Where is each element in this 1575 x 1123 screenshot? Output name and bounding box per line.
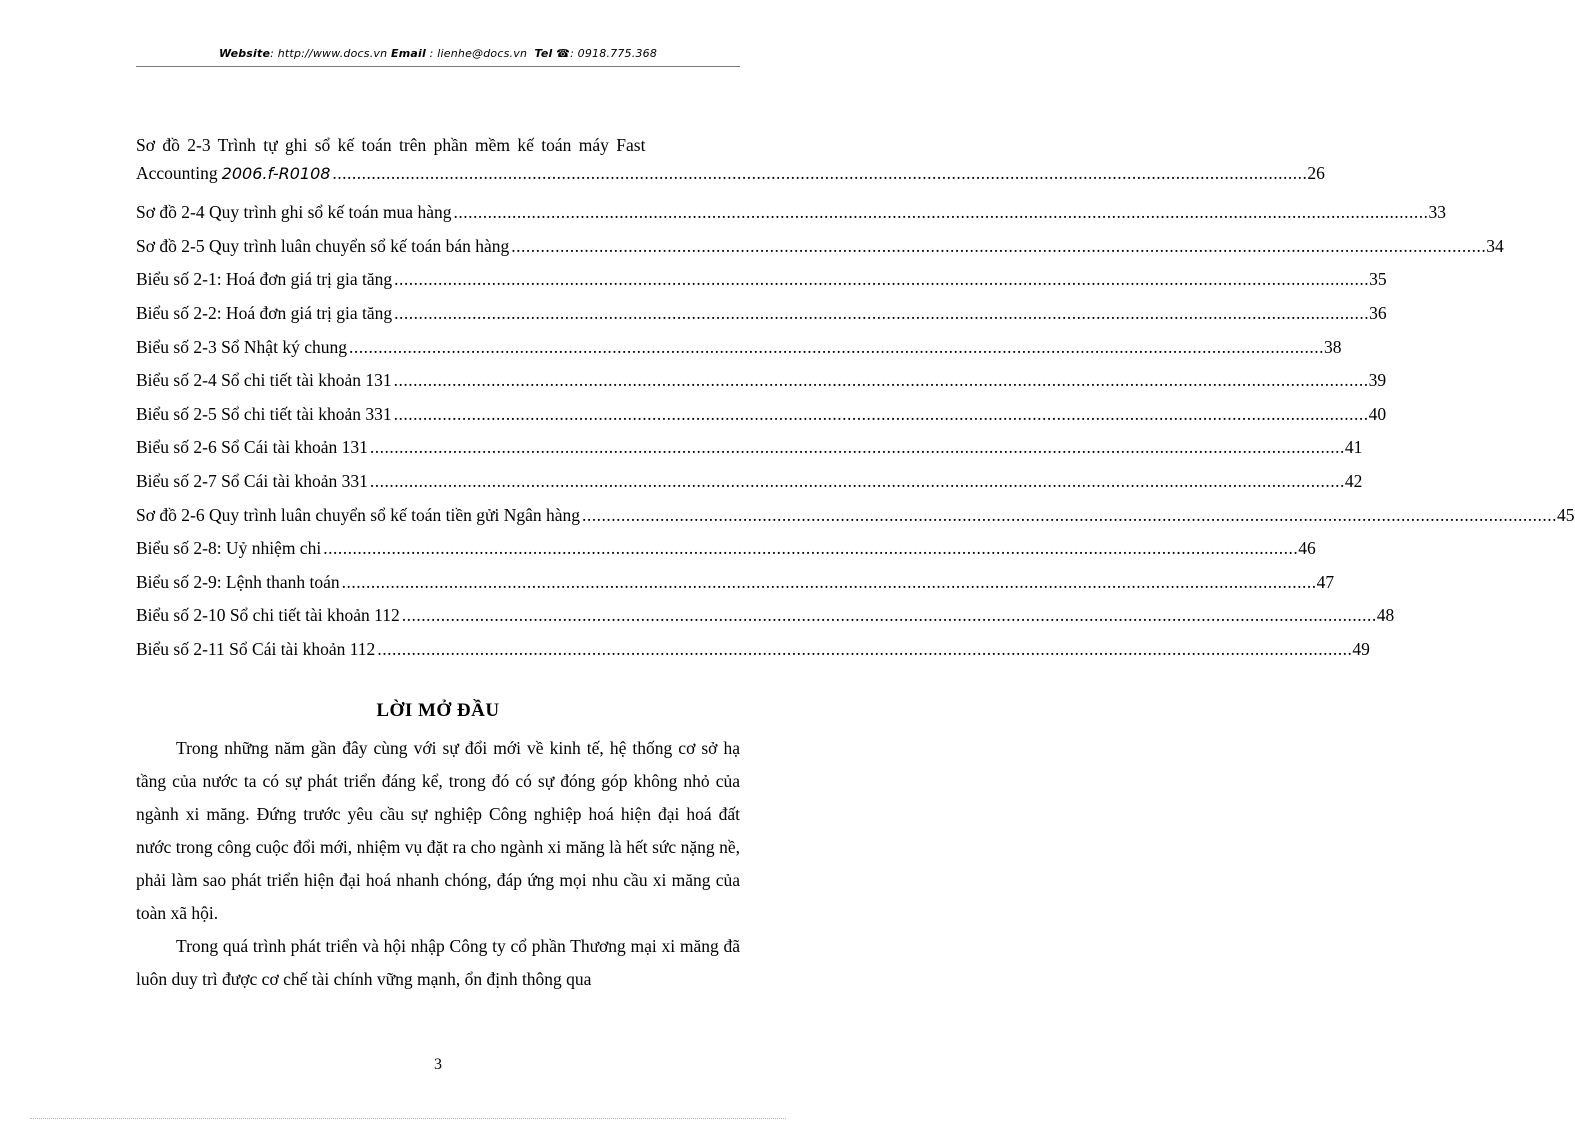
toc-entry (136, 400, 1387, 434)
toc-entry-page: 42 (1344, 470, 1363, 491)
page-header (136, 47, 740, 60)
toc-leader-dots: ........................................................................................................................................................................................................ (332, 163, 1308, 183)
toc-entry-page: 41 (1344, 437, 1363, 458)
section-title: LỜI MỞ ĐẦU (376, 700, 500, 721)
tel-value: : 0918.775.368 (570, 47, 658, 60)
toc-entry-page: 35 (1369, 269, 1387, 290)
toc-entry-label: Biểu số 2-4 Sổ chi tiết tài khoản 131 (136, 370, 392, 391)
toc-entry-label: Biểu số 2-7 Sổ Cái tài khoản 331 (136, 470, 368, 491)
toc-leader-dots: ........................................................................................................................................................................................................ (323, 538, 1299, 559)
toc-entry (136, 265, 1387, 299)
header-divider (136, 66, 740, 67)
page-number: 3 (434, 1056, 442, 1073)
toc-entry-label: Biểu số 2-3 Sổ Nhật ký chung (136, 336, 347, 357)
toc-entry (136, 534, 1316, 568)
toc-entry-page: 45 (1557, 504, 1575, 525)
toc-leader-dots: ........................................................................................................................................................................................................ (393, 403, 1369, 424)
toc-entry-label: Biểu số 2-10 Sổ chi tiết tài khoản 112 (136, 605, 400, 626)
toc-leader-dots: ........................................................................................................................................................................................................ (348, 336, 1324, 357)
toc-entry-page: 46 (1298, 538, 1316, 559)
toc-entry-label-line2: Accounting (136, 163, 218, 183)
toc-entry (136, 198, 1446, 232)
toc-leader-dots: ........................................................................................................................................................................................................ (394, 302, 1370, 323)
toc-entry (136, 601, 1395, 635)
phone-icon: ☎ (556, 47, 571, 60)
toc-entry-label: Sơ đồ 2-4 Quy trình ghi sổ kế toán mua hàng (136, 202, 452, 223)
toc-leader-dots: ........................................................................................................................................................................................................ (369, 437, 1345, 458)
toc-entry (136, 635, 1370, 669)
toc-leader-dots: ........................................................................................................................................................................................................ (377, 638, 1353, 659)
toc-entry (136, 568, 1335, 602)
website-value: : http://www.docs.vn (270, 47, 388, 60)
toc-entry-label: Biểu số 2-5 Sổ chi tiết tài khoản 331 (136, 403, 392, 424)
toc-entry-label: Biểu số 2-1: Hoá đơn giá trị gia tăng (136, 269, 393, 290)
toc-entry (136, 131, 1325, 198)
toc-entry-page: 34 (1486, 235, 1504, 256)
toc-leader-dots: ........................................................................................................................................................................................................ (369, 470, 1345, 491)
toc-entry-label: Biểu số 2-8: Uỷ nhiệm chi (136, 538, 322, 559)
introduction-body (136, 732, 740, 996)
toc-leader-dots: ........................................................................................................................................................................................................ (393, 370, 1369, 391)
toc-entry (136, 299, 1387, 333)
toc-entry (136, 333, 1342, 367)
table-of-figures (136, 131, 1575, 669)
tel-label: Tel (534, 47, 553, 60)
email-value: : lienhe@docs.vn (429, 47, 528, 60)
toc-entry-label: Biểu số 2-6 Sổ Cái tài khoản 131 (136, 437, 368, 458)
toc-entry-page: 47 (1316, 571, 1335, 592)
toc-leader-dots: ........................................................................................................................................................................................................ (453, 202, 1429, 223)
toc-entry-page: 33 (1428, 202, 1446, 223)
toc-entry-label-line1: Sơ đồ 2-3 Trình tự ghi sổ kế toán trên phần mềm kế toán máy Fast (136, 135, 646, 155)
toc-entry (136, 232, 1504, 266)
toc-leader-dots: ........................................................................................................................................................................................................ (341, 571, 1317, 592)
toc-entry-page: 26 (1307, 163, 1325, 183)
toc-entry-page: 40 (1368, 403, 1387, 424)
toc-entry-page: 39 (1368, 370, 1387, 391)
toc-entry-label: Sơ đồ 2-6 Quy trình luân chuyển sổ kế toán tiền gửi Ngân hàng (136, 504, 581, 525)
toc-entry-page: 48 (1376, 605, 1395, 626)
toc-entry-serial: 2006.f-R0108 (221, 164, 331, 183)
paragraph: Trong quá trình phát triển và hội nhập Công ty cổ phần Thương mại xi măng đã luôn duy trì được cơ chế tài chính vững mạnh, ổn định thông qua (136, 936, 740, 989)
toc-entry-label: Biểu số 2-2: Hoá đơn giá trị gia tăng (136, 302, 393, 323)
toc-entry (136, 366, 1387, 400)
toc-entry-label: Biểu số 2-11 Sổ Cái tài khoản 112 (136, 638, 376, 659)
email-label: Email (391, 47, 426, 60)
toc-entry (136, 501, 1575, 535)
toc-list (136, 198, 1575, 668)
paragraph: Trong những năm gần đây cùng với sự đổi mới về kinh tế, hệ thống cơ sở hạ tầng của nước ta có sự phát triển đáng kể, trong đó có sự đóng góp không nhỏ của ngành xi măng. Đứng trước yêu cầu sự nghiệp Công nghiệp hoá hiện đại hoá đất nước trong công cuộc đổi mới, nhiệm vụ đặt ra cho ngành xi măng là hết sức nặng nề, phải làm sao phát triển hiện đại hoá nhanh chóng, đáp ứng mọi nhu cầu xi măng của toàn xã hội. (136, 738, 740, 923)
toc-leader-dots: ........................................................................................................................................................................................................ (401, 605, 1377, 626)
toc-leader-dots: ........................................................................................................................................................................................................ (511, 235, 1487, 256)
toc-entry-page: 49 (1352, 638, 1370, 659)
toc-leader-dots: ........................................................................................................................................................................................................ (394, 269, 1370, 290)
toc-leader-dots: ........................................................................................................................................................................................................ (582, 504, 1558, 525)
toc-entry-page: 38 (1323, 336, 1342, 357)
toc-entry (136, 467, 1363, 501)
toc-entry-label: Biểu số 2-9: Lệnh thanh toán (136, 571, 340, 592)
toc-entry-label: Sơ đồ 2-5 Quy trình luân chuyển sổ kế toán bán hàng (136, 235, 510, 256)
website-label: Website (218, 47, 271, 60)
toc-entry (136, 433, 1363, 467)
footer-divider (30, 1118, 786, 1119)
toc-entry-page: 36 (1369, 302, 1387, 323)
